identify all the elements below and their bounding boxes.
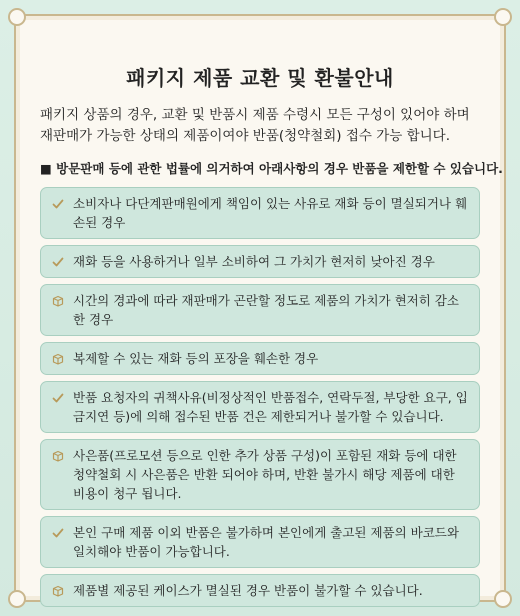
box-icon	[51, 581, 65, 600]
corner-ornament	[494, 8, 512, 26]
list-item-text: 사은품(프로모션 등으로 인한 추가 상품 구성)이 포함된 재화 등에 대한 청약철회 시 사은품은 반환 되어야 하며, 반환 불가시 해당 제품에 대한 비용이 청구 됩니다.	[73, 448, 457, 501]
list-item-text: 소비자나 다단계판매원에게 책임이 있는 사유로 재화 등이 멸실되거나 훼손된 경우	[73, 196, 468, 230]
list-item-text: 복제할 수 있는 재화 등의 포장을 훼손한 경우	[73, 351, 319, 366]
restriction-notice: ■ 방문판매 등에 관한 법률에 의거하여 아래사항의 경우 반품을 제한할 수 있습니다.	[40, 161, 503, 176]
check-icon	[51, 523, 65, 542]
page-title: 패키지 제품 교환 및 환불안내	[126, 66, 394, 90]
list-item-text: 반품 요청자의 귀책사유(비정상적인 반품접수, 연락두절, 부당한 요구, 입금지연 등)에 의해 접수된 반품 건은 제한되거나 불가할 수 있습니다.	[73, 390, 468, 424]
list-item	[40, 574, 480, 607]
list-item	[40, 187, 480, 239]
check-icon	[51, 194, 65, 213]
intro-text: 패키지 상품의 경우, 교환 및 반품시 제품 수령시 모든 구성이 있어야 하며 재판매가 가능한 상태의 제품이여야 반품(청약철회) 접수 가능 합니다.	[40, 107, 470, 144]
notice-panel	[14, 14, 506, 602]
list-item	[40, 439, 480, 510]
corner-ornament	[8, 590, 26, 608]
list-item-text: 재화 등을 사용하거나 일부 소비하여 그 가치가 현저히 낮아진 경우	[73, 254, 435, 269]
corner-ornament	[8, 8, 26, 26]
list-item-text: 제품별 제공된 케이스가 멸실된 경우 반품이 불가할 수 있습니다.	[73, 583, 423, 598]
list-item	[40, 516, 480, 568]
box-icon	[51, 446, 65, 465]
check-icon	[51, 388, 65, 407]
box-icon	[51, 349, 65, 368]
list-item	[40, 284, 480, 336]
list-item-text: 본인 구매 제품 이외 반품은 불가하며 본인에게 출고된 제품의 바코드와 일치해야 반품이 가능합니다.	[73, 525, 459, 559]
list-item-text: 시간의 경과에 따라 재판매가 곤란할 정도로 제품의 가치가 현저히 감소한 경우	[73, 293, 459, 327]
check-icon	[51, 252, 65, 271]
list-item	[40, 342, 480, 375]
restriction-list	[40, 187, 480, 607]
box-icon	[51, 291, 65, 310]
list-item	[40, 381, 480, 433]
list-item	[40, 245, 480, 278]
corner-ornament	[494, 590, 512, 608]
